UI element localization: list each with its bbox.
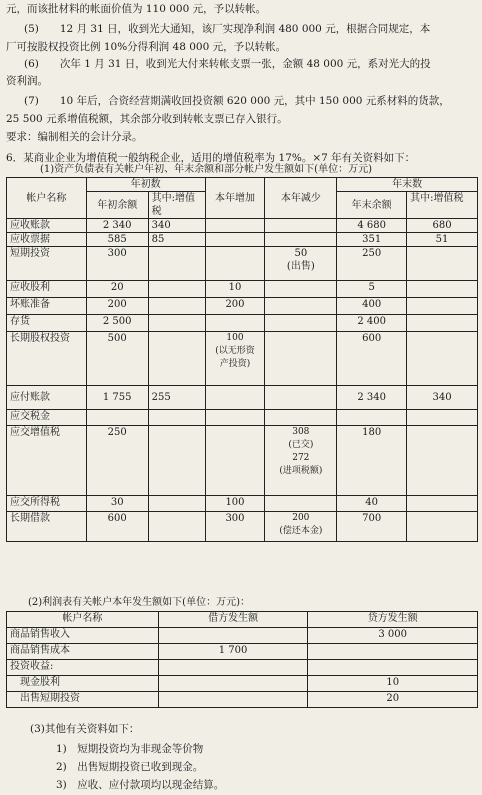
intro-line-6: 25 500 元系增值税额，其余部分收到转帐支票已存入银行。	[6, 113, 288, 125]
table-row	[7, 628, 478, 644]
table-row	[7, 332, 478, 386]
cell: 20	[308, 692, 478, 708]
table-row	[7, 315, 478, 332]
h2-credit: 贷方发生额	[308, 612, 478, 628]
cell	[308, 644, 478, 660]
cell	[265, 410, 337, 426]
cell: 700	[337, 512, 407, 542]
cell	[265, 219, 337, 233]
h-account: 帐户名称	[7, 178, 87, 219]
intro-line-7: 要求：编制相关的会计分录。	[6, 131, 143, 143]
cell: 100 (以无形资 产投资)	[205, 332, 265, 386]
q6-title: 6．某商业企业为增值税一般纳税企业，适用的增值税率为 17%。×7 年有关资料如下：	[6, 152, 416, 164]
table-row	[7, 496, 478, 512]
cell	[86, 410, 148, 426]
table-row	[7, 644, 478, 660]
cell	[148, 332, 205, 386]
cell: 585	[86, 233, 148, 247]
cell	[148, 410, 205, 426]
h-begin-vat: 其中:增值税	[148, 192, 205, 219]
cell	[407, 247, 478, 281]
cell: 250	[337, 247, 407, 281]
income-table	[6, 611, 478, 708]
cell	[205, 410, 265, 426]
cell	[337, 410, 407, 426]
cell: 200 (偿还本金)	[265, 512, 337, 542]
cell: 200	[205, 298, 265, 315]
cell: 351	[337, 233, 407, 247]
h-end: 年末数	[337, 178, 478, 192]
cell: 2 400	[337, 315, 407, 332]
cell	[158, 628, 308, 644]
cell: 600	[337, 332, 407, 386]
cell	[407, 315, 478, 332]
cell	[407, 496, 478, 512]
cell: 坏账准备	[7, 298, 87, 315]
cell	[265, 496, 337, 512]
cell: 投资收益:	[7, 660, 159, 676]
cell: 300	[205, 512, 265, 542]
cell: 应交税金	[7, 410, 87, 426]
cell: 4 680	[337, 219, 407, 233]
h2-account: 帐户名称	[7, 612, 159, 628]
h2-debit: 借方发生额	[158, 612, 308, 628]
table-row	[7, 233, 478, 247]
intro-line-1: (5) 12 月 31 日，收到光大通知，该厂实现净利润 480 000 元，根据合同规定，本	[24, 23, 431, 35]
cell: 10	[308, 676, 478, 692]
cell	[265, 233, 337, 247]
cell: 680	[407, 219, 478, 233]
h-end-bal: 年末余额	[337, 192, 407, 219]
intro-line-2: 厂可按股权投资比例 10%分得利润 48 000 元，予以转帐。	[6, 41, 287, 53]
cell: 85	[148, 233, 205, 247]
cell: 10	[205, 281, 265, 298]
intro-line-5: (7) 10 年后，合资经营期满收回投资额 620 000 元，其中 150 000 元系材料的货款，	[24, 95, 450, 107]
cell: 2 500	[86, 315, 148, 332]
cell	[158, 660, 308, 676]
cell: 5	[337, 281, 407, 298]
cell: 100	[205, 496, 265, 512]
table-row	[7, 512, 478, 542]
q6-item-1: 1) 短期投资均为非现金等价物	[56, 743, 204, 755]
cell	[265, 332, 337, 386]
cell: 40	[337, 496, 407, 512]
table-row	[7, 386, 478, 410]
cell: 255	[148, 386, 205, 410]
cell: 308 (已交) 272 (进项税额)	[265, 426, 337, 496]
cell: 应付账款	[7, 386, 87, 410]
cell: 2 340	[337, 386, 407, 410]
cell	[265, 281, 337, 298]
cell	[205, 233, 265, 247]
h-inc: 本年增加	[205, 178, 265, 219]
cell: 短期投资	[7, 247, 87, 281]
table-row	[7, 426, 478, 496]
cell: 20	[86, 281, 148, 298]
cell: 200	[86, 298, 148, 315]
cell	[407, 512, 478, 542]
cell	[407, 426, 478, 496]
cell	[158, 676, 308, 692]
cell: 250	[86, 426, 148, 496]
cell: 1 700	[158, 644, 308, 660]
table-row	[7, 219, 478, 233]
cell	[205, 315, 265, 332]
cell	[205, 386, 265, 410]
cell: 长期借款	[7, 512, 87, 542]
h-begin: 年初数	[86, 178, 205, 192]
table-row	[7, 676, 478, 692]
h-dec: 本年减少	[265, 178, 337, 219]
intro-line-0: 元，而该批材料的帐面价值为 110 000 元，予以转帐。	[6, 3, 267, 15]
q6-sub2: (2)利润表有关帐户本年发生额如下(单位：万元)：	[28, 597, 250, 608]
cell: 应收票据	[7, 233, 87, 247]
table-row	[7, 281, 478, 298]
cell	[158, 692, 308, 708]
cell: 应收股利	[7, 281, 87, 298]
cell: 340	[407, 386, 478, 410]
cell: 51	[407, 233, 478, 247]
cell	[407, 332, 478, 386]
cell: 应收账款	[7, 219, 87, 233]
q6-item-3: 3) 应收、应付款项均以现金结算。	[56, 779, 225, 791]
cell	[308, 660, 478, 676]
cell: 2 340	[86, 219, 148, 233]
cell	[148, 247, 205, 281]
cell: 现金股利	[7, 676, 159, 692]
table-row	[7, 660, 478, 676]
balance-table	[6, 177, 478, 542]
cell	[407, 410, 478, 426]
cell	[148, 315, 205, 332]
cell: 商品销售成本	[7, 644, 159, 660]
cell: 180	[337, 426, 407, 496]
cell	[148, 281, 205, 298]
cell: 30	[86, 496, 148, 512]
cell	[407, 281, 478, 298]
intro-line-4: 资利润。	[6, 75, 48, 87]
cell	[407, 298, 478, 315]
cell: 商品销售收入	[7, 628, 159, 644]
cell	[205, 426, 265, 496]
cell	[205, 219, 265, 233]
q6-sub3: (3)其他有关资料如下：	[30, 723, 140, 735]
cell: 长期股权投资	[7, 332, 87, 386]
cell: 500	[86, 332, 148, 386]
q6-item-2: 2) 出售短期投资已收到现金。	[56, 761, 204, 773]
cell	[148, 298, 205, 315]
cell	[265, 298, 337, 315]
cell: 应交所得税	[7, 496, 87, 512]
table-row	[7, 298, 478, 315]
intro-line-3: (6) 次年 1 月 31 日，收到光大付来转帐支票一张，金额 48 000 元，系对光大的投	[24, 58, 431, 70]
cell: 存货	[7, 315, 87, 332]
cell: 600	[86, 512, 148, 542]
cell	[265, 315, 337, 332]
cell	[148, 512, 205, 542]
table-row	[7, 247, 478, 281]
q6-sub1: (1)资产负债表有关帐户年初、年末余额和部分帐户发生额如下(单位：万元)	[40, 164, 372, 175]
table-row	[7, 410, 478, 426]
cell: 50 (出售)	[265, 247, 337, 281]
cell: 340	[148, 219, 205, 233]
h-begin-bal: 年初余额	[86, 192, 148, 219]
cell: 1 755	[86, 386, 148, 410]
cell: 400	[337, 298, 407, 315]
cell: 3 000	[308, 628, 478, 644]
cell: 300	[86, 247, 148, 281]
cell: 出售短期投资	[7, 692, 159, 708]
cell	[205, 247, 265, 281]
cell	[148, 426, 205, 496]
cell: 应交增值税	[7, 426, 87, 496]
table-row	[7, 692, 478, 708]
cell	[148, 496, 205, 512]
cell	[265, 386, 337, 410]
h-end-vat: 其中:增值税	[407, 192, 478, 219]
